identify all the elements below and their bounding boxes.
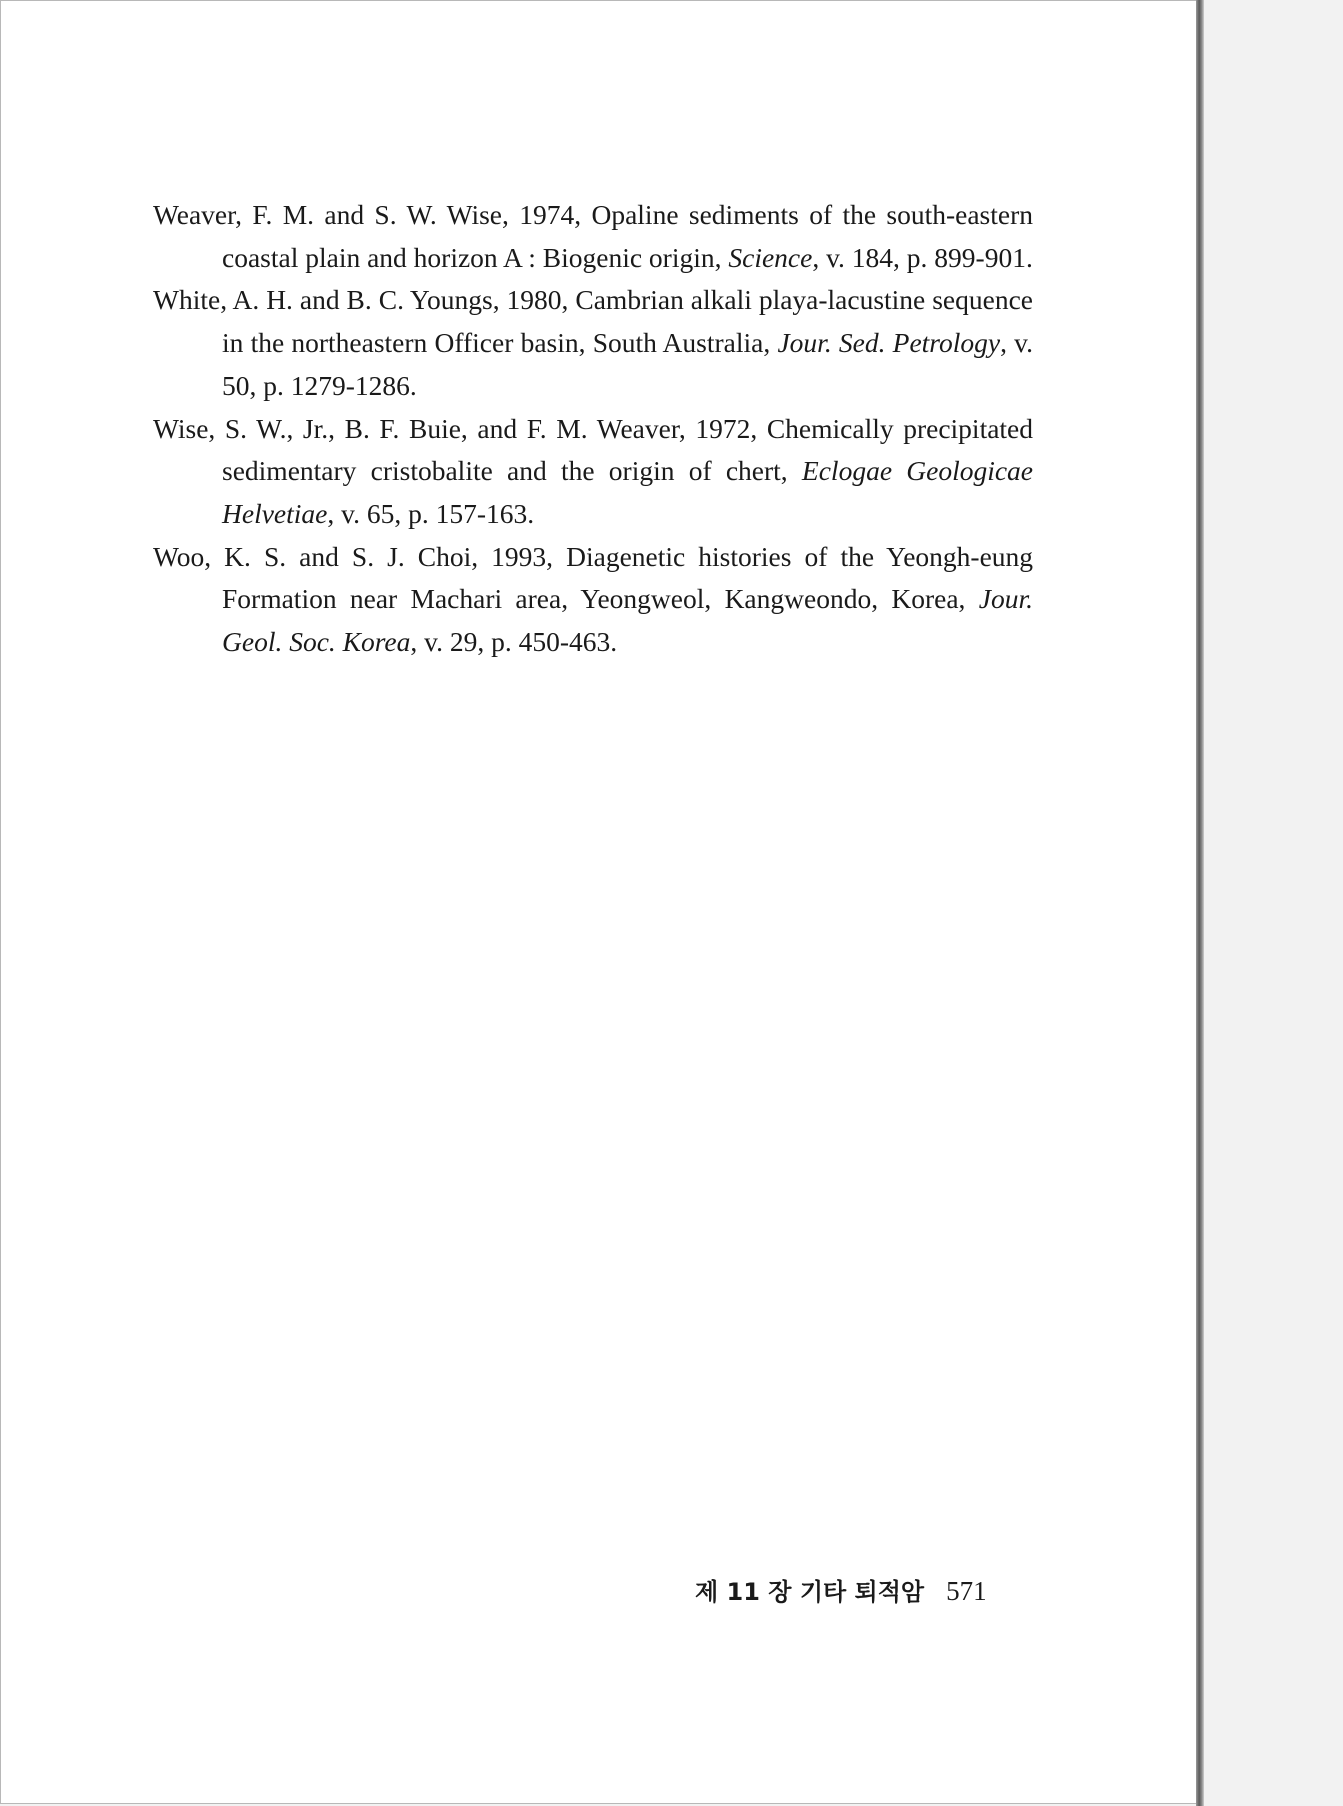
reference-details: , v. 29, p. 450-463. (410, 626, 618, 658)
reference-list (153, 194, 1033, 664)
page-edge (1196, 0, 1204, 1806)
reference-author: Woo, K. S. and S. J. Choi, 1993, (153, 540, 554, 572)
chapter-title: 제 11 장 기타 퇴적암 (695, 1578, 925, 1606)
reference-title: Opaline sediments of the south-eastern coastal plain and horizon A : Biogenic origin, (222, 199, 1034, 273)
page-number: 571 (946, 1576, 987, 1606)
reference-details: , v. 50, p. 1279-1286. (222, 327, 1034, 401)
reference-details: , v. 184, p. 899-901. (812, 241, 1033, 273)
reference-title: Chemically precipitated sedimentary cristobalite and the origin of chert, (222, 412, 1034, 487)
reference-journal: Jour. Sed. Petrology (777, 327, 1001, 359)
reference-journal: Eclogae Geologicae Helvetiae (222, 455, 1034, 529)
reference-title: Diagenetic histories of the Yeongh-eung Formation near Machari area, Yeongweol, Kangweondo, Korea, (222, 540, 1034, 615)
page-footer (695, 1572, 987, 1607)
reference-author: Weaver, F. M. and S. W. Wise, 1974, (153, 199, 582, 230)
reference-entry (153, 279, 1033, 407)
reference-entry (153, 408, 1033, 536)
reference-journal: Science (728, 241, 813, 273)
reference-details: , v. 65, p. 157-163. (327, 497, 535, 529)
reference-title: Cambrian alkali playa-lacustine sequence in the northeastern Officer basin, South Australia, (222, 284, 1033, 359)
reference-journal: Jour. Geol. Soc. Korea (222, 583, 1033, 658)
reference-author: White, A. H. and B. C. Youngs, 1980, (153, 284, 569, 316)
reference-entry (153, 194, 1033, 279)
reference-author: Wise, S. W., Jr., B. F. Buie, and F. M. Weaver, 1972, (153, 412, 758, 444)
reference-entry (153, 536, 1033, 664)
